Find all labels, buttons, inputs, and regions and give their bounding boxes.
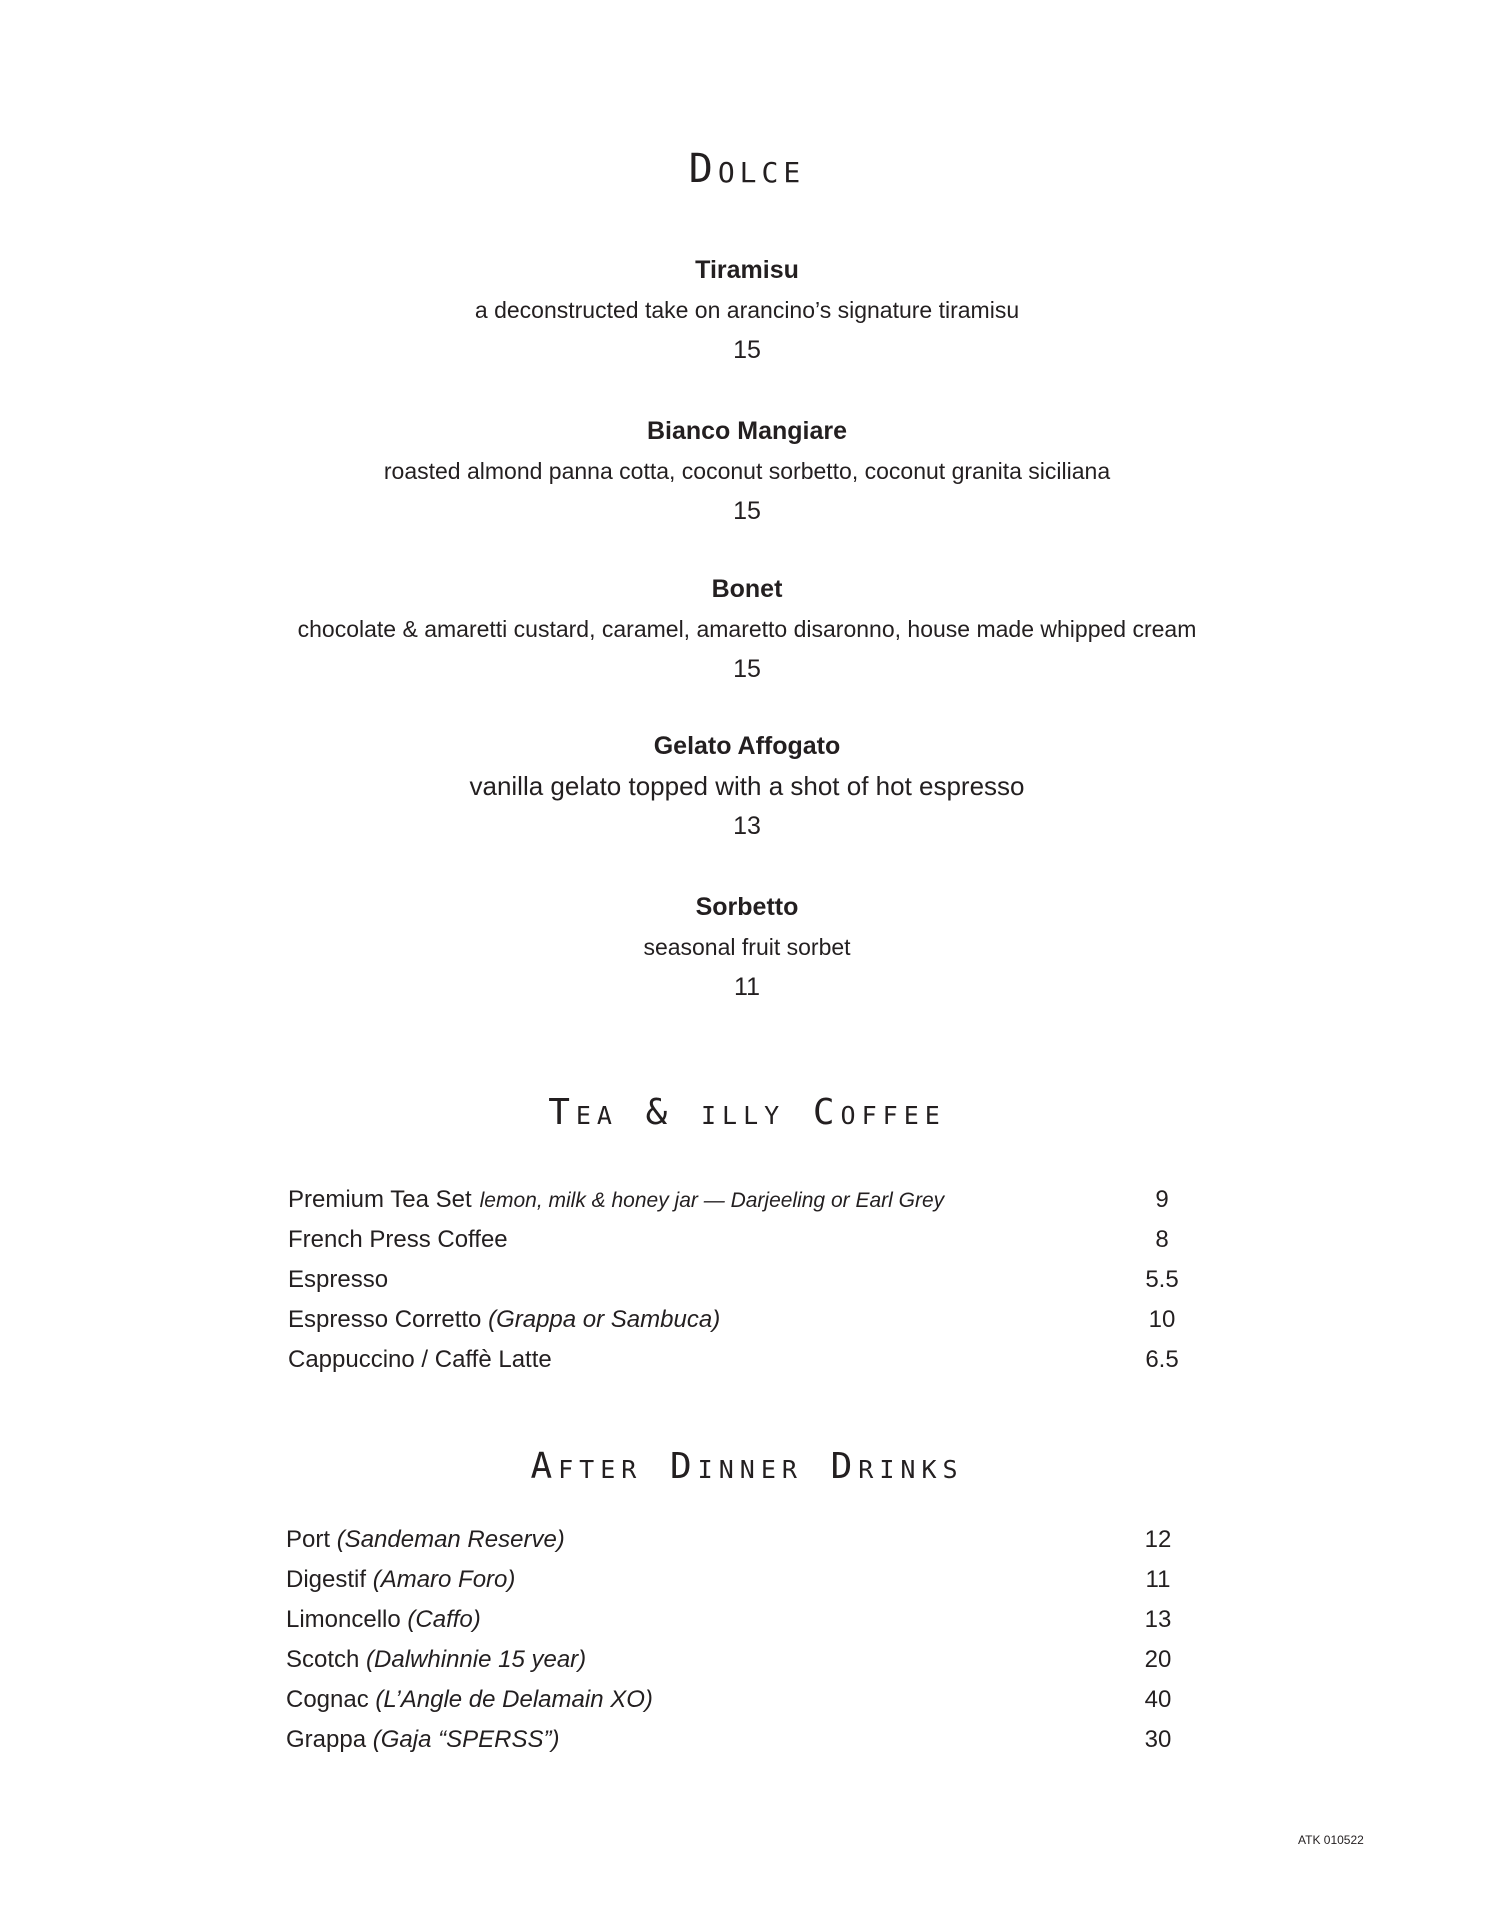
item-label	[286, 1560, 515, 1600]
dessert-price: 15	[733, 336, 761, 364]
item-price: 8	[1155, 1226, 1169, 1253]
dessert-description: seasonal fruit sorbet	[643, 934, 851, 960]
item-note: lemon, milk & honey jar — Darjeeling or Earl Grey	[479, 1189, 945, 1212]
item-note: (Sandeman Reserve)	[336, 1526, 565, 1553]
item-name: Espresso	[288, 1266, 389, 1293]
list-item	[0, 1520, 1494, 1560]
item-price: 13	[1144, 1606, 1172, 1633]
item-label	[288, 1220, 508, 1260]
item-name: Cognac	[286, 1686, 369, 1713]
dessert-price: 13	[733, 812, 761, 840]
dessert-name: Gelato Affogato	[653, 732, 841, 760]
list-item	[0, 1220, 1494, 1260]
dessert-description: roasted almond panna cotta, coconut sorbetto, coconut granita siciliana	[383, 458, 1111, 484]
menu-version-code: ATK 010522	[1298, 1833, 1364, 1847]
item-price: 10	[1148, 1306, 1176, 1333]
item-name: Cappuccino / Caffè Latte	[288, 1346, 552, 1373]
item-price: 11	[1145, 1566, 1171, 1593]
list-item	[0, 1260, 1494, 1300]
item-label	[286, 1720, 559, 1760]
item-price: 40	[1144, 1686, 1172, 1713]
dessert-name: Tiramisu	[695, 256, 799, 284]
dessert-description: vanilla gelato topped with a shot of hot espresso	[469, 771, 1025, 801]
item-price: 20	[1144, 1646, 1172, 1673]
item-note: (Caffo)	[407, 1606, 481, 1633]
dessert-price: 15	[733, 655, 761, 683]
dessert-name: Bianco Mangiare	[646, 417, 848, 445]
item-note: (L’Angle de Delamain XO)	[375, 1686, 653, 1713]
item-name: Limoncello	[286, 1606, 401, 1633]
list-item	[0, 1180, 1494, 1220]
after-dinner-drinks-heading: After Dinner Drinks	[530, 1446, 964, 1487]
item-price: 9	[1155, 1186, 1169, 1213]
item-label	[286, 1600, 481, 1640]
item-label	[286, 1640, 586, 1680]
item-name: Grappa	[286, 1726, 367, 1753]
item-name: Digestif	[286, 1566, 367, 1593]
item-label	[288, 1300, 720, 1340]
dessert-description: chocolate & amaretti custard, caramel, amaretto disaronno, house made whipped cream	[297, 616, 1197, 642]
list-item	[0, 1300, 1494, 1340]
list-item	[0, 1720, 1494, 1760]
item-label	[286, 1520, 565, 1560]
item-name: Premium Tea Set	[288, 1186, 472, 1213]
list-item	[0, 1680, 1494, 1720]
dessert-price: 15	[733, 497, 761, 525]
tea-coffee-list	[0, 1180, 1494, 1380]
item-label	[288, 1340, 552, 1380]
dessert-price: 11	[734, 973, 760, 1001]
item-note: (Dalwhinnie 15 year)	[366, 1646, 587, 1673]
item-name: Espresso Corretto	[288, 1306, 482, 1333]
item-note: (Gaja “SPERSS”)	[372, 1726, 560, 1753]
tea-coffee-heading: Tea & illy Coffee	[548, 1092, 946, 1133]
dessert-item-gelato-affogato	[0, 726, 1494, 846]
list-item	[0, 1600, 1494, 1640]
after-dinner-drinks-list	[0, 1520, 1494, 1760]
item-note: (Grappa or Sambuca)	[488, 1306, 721, 1333]
dessert-item-sorbetto	[0, 887, 1494, 1007]
item-price: 12	[1144, 1526, 1172, 1553]
item-name: Port	[286, 1526, 331, 1553]
item-price: 30	[1144, 1726, 1172, 1753]
dolce-heading: Dolce	[688, 146, 806, 192]
dessert-item-bianco-mangiare	[0, 411, 1494, 531]
dessert-item-tiramisu	[0, 250, 1494, 370]
item-name: French Press Coffee	[288, 1226, 508, 1253]
dessert-name: Sorbetto	[695, 893, 799, 921]
dessert-item-bonet	[0, 569, 1494, 689]
item-label	[288, 1180, 944, 1221]
list-item	[0, 1640, 1494, 1680]
item-label	[286, 1680, 653, 1720]
item-price: 6.5	[1145, 1346, 1179, 1373]
item-label	[288, 1260, 388, 1300]
item-price: 5.5	[1145, 1266, 1179, 1293]
list-item	[0, 1340, 1494, 1380]
list-item	[0, 1560, 1494, 1600]
dessert-description: a deconstructed take on arancino’s signature tiramisu	[474, 297, 1020, 323]
dessert-name: Bonet	[711, 575, 783, 603]
item-name: Scotch	[286, 1646, 360, 1673]
item-note: (Amaro Foro)	[372, 1566, 516, 1593]
